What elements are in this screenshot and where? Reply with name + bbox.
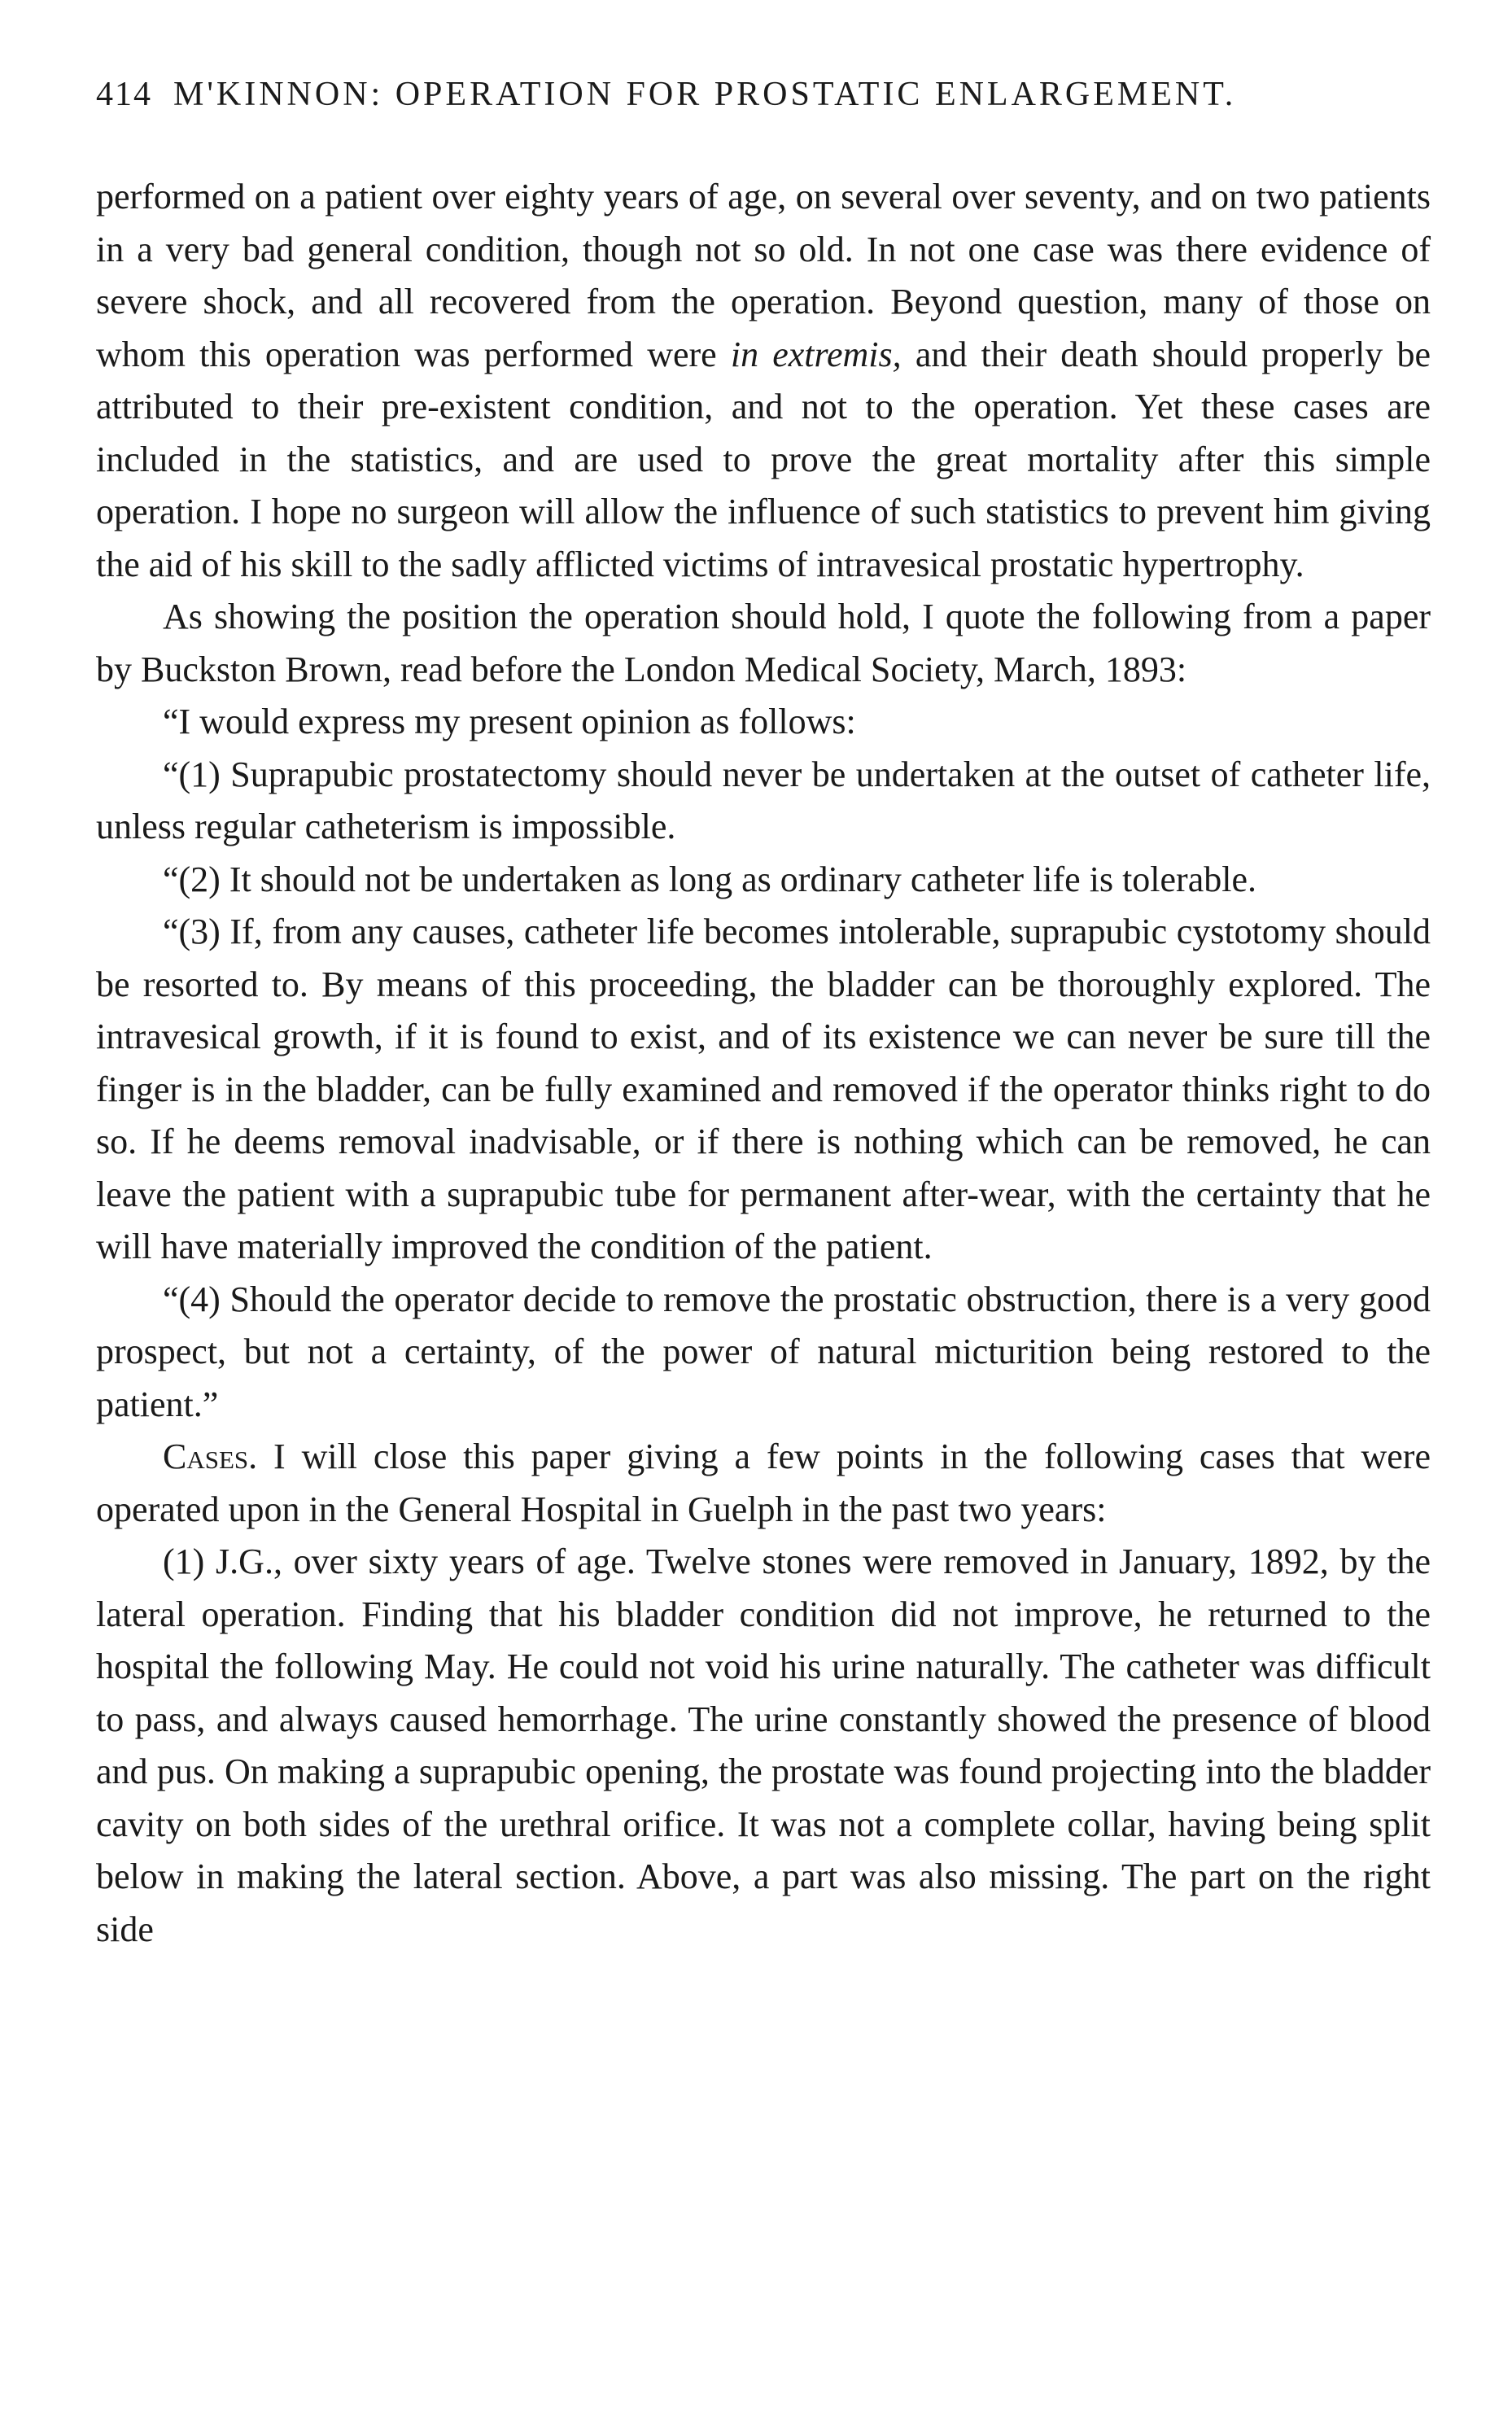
paragraph-text-after-italic: and their death should properly be attributed to their pre-existent condition, and not to the operation. Yet these cases are included in the statistics, and are used to prove the great mortality after this simple operation. I hope no surgeon will allow the influence of such statistics to prevent him giving the aid of his skill to the sadly afflicted victims of intravesical prostatic hypertrophy. <box>96 334 1431 584</box>
paragraph-text: “(3) If, from any causes, catheter life becomes intolerable, suprapubic cystotomy should be resorted to. By means of this proceeding, the bladder can be thoroughly explored. The intravesical growth, if it is found to exist, and of its existence we can never be sure till the finger is in the bladder, can be fully examined and removed if the operator thinks right to do so. If he deems removal inadvisable, or if there is nothing which can be removed, he can leave the patient with a suprapubic tube for permanent after-wear, with the certainty that he will have materially improved the condition of the patient. <box>96 912 1431 1266</box>
paragraph-text: “I would express my present opinion as follows: <box>163 702 856 741</box>
italic-phrase: in extremis, <box>730 334 902 374</box>
quote-point-1 <box>96 749 1431 854</box>
paragraph-text: I will close this paper giving a few points in the following cases that were operated upon in the General Hospital in Guelph in the past two years: <box>96 1437 1431 1529</box>
quote-point-3 <box>96 906 1431 1274</box>
running-head <box>96 75 1431 114</box>
cases-paragraph <box>96 1431 1431 1536</box>
paragraph-text: “(2) It should not be undertaken as long as ordinary catheter life is tolerable. <box>163 859 1256 899</box>
paragraph-text-before-italic: performed on a patient over eighty years of age, on several over seventy, and on two patients in a very bad general condition, though not so old. In not one case was there evidence of severe shock, and all recovered from the operation. Beyond question, many of those on whom this operation was performed were <box>96 177 1431 374</box>
paragraph-quote-intro <box>96 591 1431 696</box>
paragraph-text: “(4) Should the operator decide to remove the prostatic obstruction, there is a very good prospect, but not a certainty, of the power of natural micturition being restored to the patient.” <box>96 1279 1431 1424</box>
quote-opening <box>96 696 1431 749</box>
cases-heading: Cases. <box>163 1437 258 1476</box>
case-1-paragraph <box>96 1536 1431 1956</box>
page-number: 414 <box>96 76 152 113</box>
paragraph-continued <box>96 171 1431 591</box>
body-text <box>96 171 1431 1956</box>
running-title: M'KINNON: OPERATION FOR PROSTATIC ENLARGEMENT. <box>173 76 1237 113</box>
quote-point-4 <box>96 1274 1431 1432</box>
paragraph-text: “(1) Suprapubic prostatectomy should never be undertaken at the outset of catheter life, unless regular catheterism is impossible. <box>96 754 1431 846</box>
paragraph-text: (1) J.G., over sixty years of age. Twelve stones were removed in January, 1892, by the lateral operation. Finding that his bladder condition did not improve, he returned to the hospital the following May. He could not void his urine naturally. The catheter was difficult to pass, and always caused hemorrhage. The urine constantly showed the presence of blood and pus. On making a suprapubic opening, the prostate was found projecting into the bladder cavity on both sides of the urethral orifice. It was not a complete collar, having being split below in making the lateral section. Above, a part was also missing. The part on the right side <box>96 1541 1431 1949</box>
paragraph-text: As showing the position the operation should hold, I quote the following from a paper by Buckston Brown, read before the London Medical Society, March, 1893: <box>96 597 1431 689</box>
quote-point-2 <box>96 854 1431 907</box>
